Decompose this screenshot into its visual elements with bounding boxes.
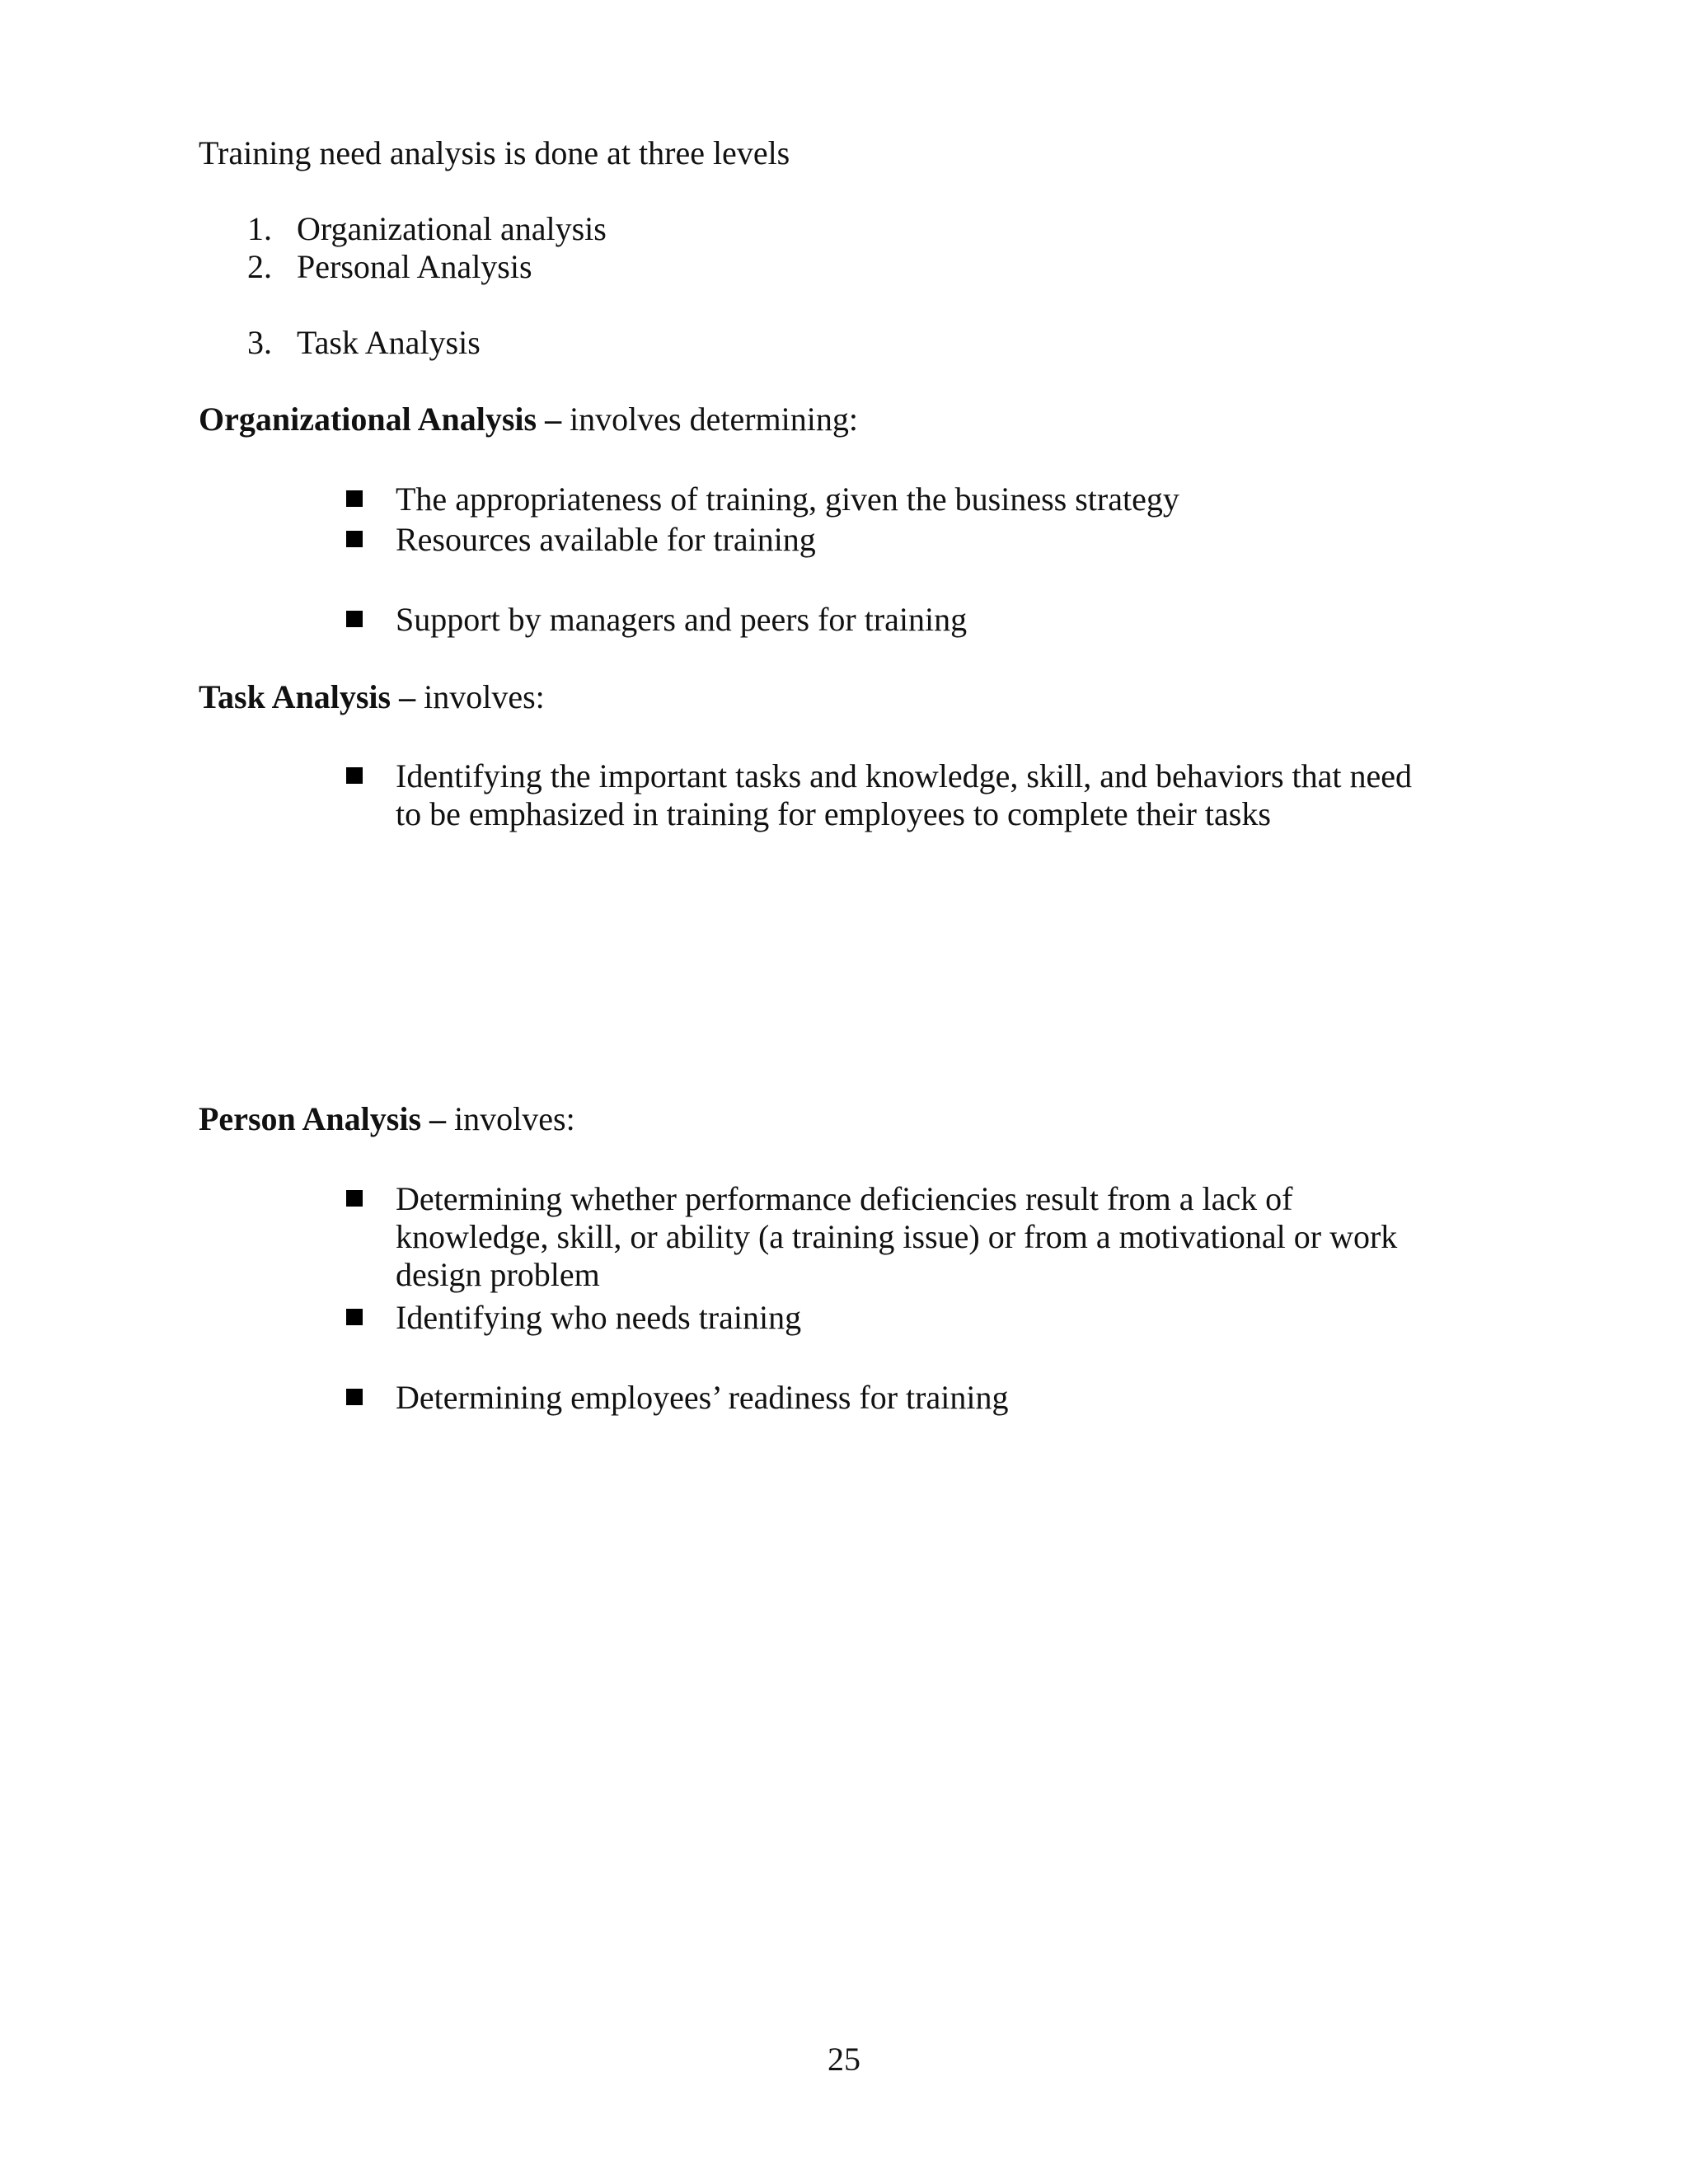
square-bullet-icon [346, 1309, 363, 1325]
numbered-list-item [247, 248, 532, 286]
numbered-list-item [247, 210, 607, 248]
list-number: 2. [247, 248, 272, 285]
list-number: 1. [247, 210, 272, 247]
intro-paragraph: Training need analysis is done at three levels [199, 134, 790, 171]
list-item-label: Organizational analysis [297, 210, 607, 247]
bullet-item [346, 521, 1426, 559]
bullet-item [346, 1379, 1426, 1417]
bullet-text: Determining whether performance deficiencies result from a lack of knowledge, skill, or ability (a training issue) or from a motivational or work design problem [396, 1180, 1398, 1293]
list-item-label: Task Analysis [297, 324, 481, 361]
square-bullet-icon [346, 531, 363, 547]
heading-dash: – [429, 1100, 447, 1137]
bullet-text: The appropriateness of training, given the business strategy [396, 480, 1179, 518]
bullet-item [346, 757, 1426, 833]
heading-term: Task Analysis [199, 678, 392, 715]
bullet-text: Determining employees’ readiness for training [396, 1379, 1009, 1416]
heading-rest: involves: [446, 1100, 575, 1137]
heading-rest: involves determining: [561, 401, 859, 438]
square-bullet-icon [346, 767, 363, 784]
numbered-list-item [247, 324, 481, 362]
list-item-label: Personal Analysis [297, 248, 532, 285]
heading-term: Organizational Analysis [199, 401, 537, 438]
heading-dash: – [545, 401, 562, 438]
bullet-text: Identifying the important tasks and knowledge, skill, and behaviors that need to be emphasized in training for employees to complete their tasks [396, 757, 1413, 832]
org-analysis-heading [199, 401, 858, 438]
bullet-text: Support by managers and peers for training [396, 601, 968, 638]
square-bullet-icon [346, 1190, 363, 1207]
page-number: 25 [828, 2041, 860, 2078]
square-bullet-icon [346, 490, 363, 507]
bullet-item [346, 480, 1426, 518]
square-bullet-icon [346, 611, 363, 627]
person-analysis-heading [199, 1100, 575, 1138]
heading-dash: – [399, 678, 416, 715]
heading-rest: involves: [415, 678, 545, 715]
square-bullet-icon [346, 1389, 363, 1405]
list-number: 3. [247, 324, 272, 361]
bullet-item [346, 601, 1426, 639]
bullet-item [346, 1299, 1426, 1337]
heading-term: Person Analysis [199, 1100, 422, 1137]
bullet-item [346, 1180, 1426, 1294]
task-analysis-heading [199, 678, 545, 716]
bullet-text: Resources available for training [396, 521, 816, 558]
bullet-text: Identifying who needs training [396, 1299, 802, 1336]
